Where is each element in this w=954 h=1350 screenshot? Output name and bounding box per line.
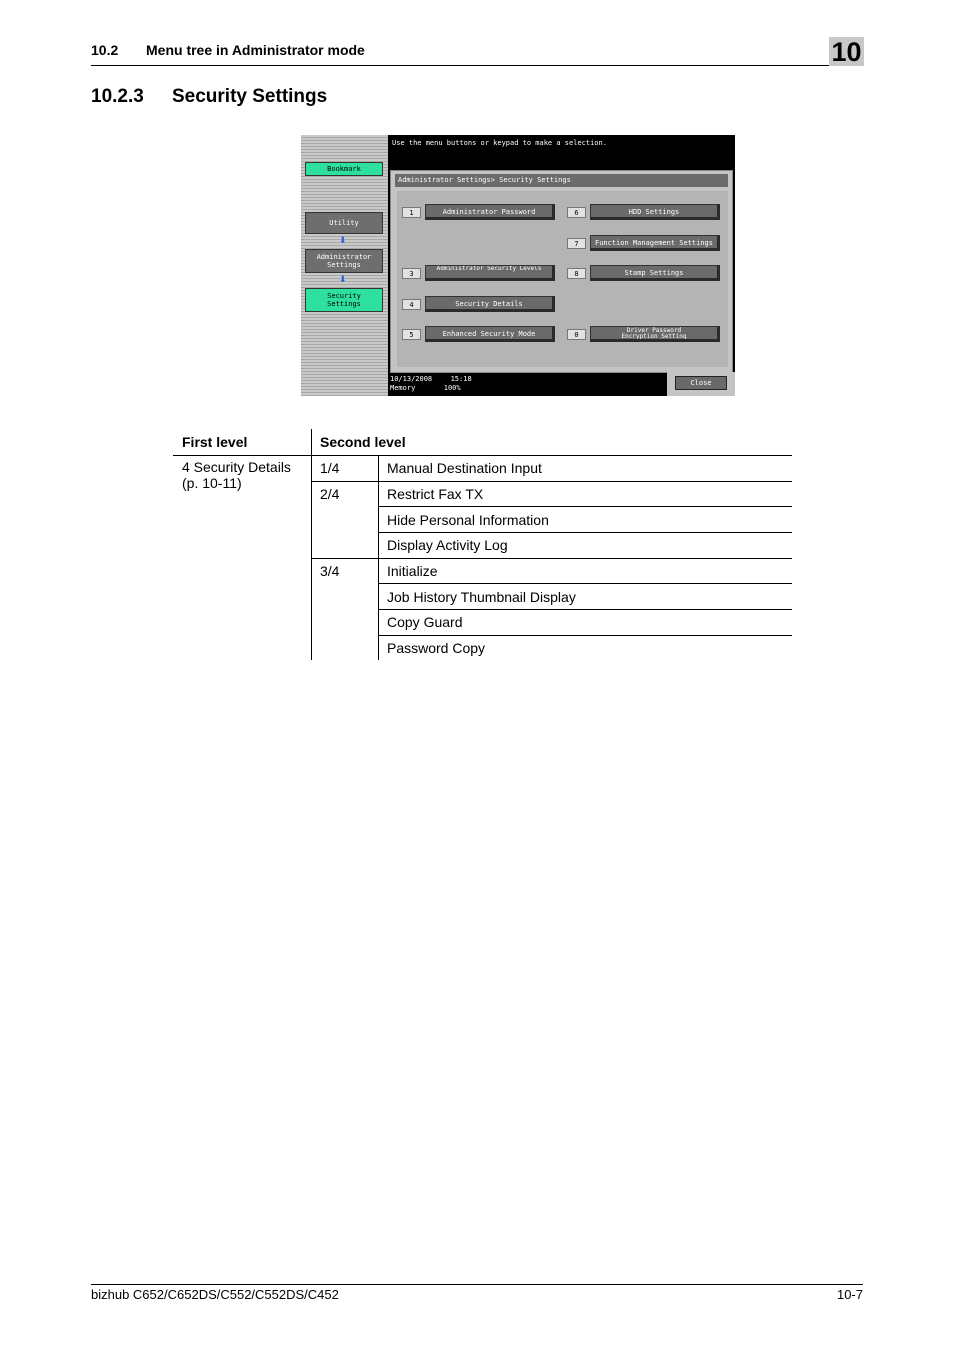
row-divider xyxy=(311,558,792,559)
first-level-item: 4 Security Details (p. 10-11) xyxy=(182,459,291,491)
memory-value: 100% xyxy=(443,384,461,392)
status-bar xyxy=(390,375,472,393)
table-cell: Display Activity Log xyxy=(387,537,508,553)
status-time: 15:18 xyxy=(450,375,472,383)
menu-item-function-management-settings[interactable]: 7 Function Management Settings xyxy=(567,235,727,251)
table-cell: Copy Guard xyxy=(387,614,463,630)
table-cell: Password Copy xyxy=(387,640,486,656)
close-button[interactable]: Close xyxy=(675,376,727,390)
header-second-level: Second level xyxy=(320,434,406,450)
bookmark-button[interactable]: Bookmark xyxy=(305,162,383,176)
chapter-number-badge: 10 xyxy=(829,37,864,66)
header-section-title: Menu tree in Administrator mode xyxy=(146,42,365,58)
utility-button[interactable]: Utility xyxy=(305,212,383,234)
header-first-level: First level xyxy=(182,434,248,450)
menu-item-administrator-password[interactable]: 1 Administrator Password xyxy=(402,204,562,220)
section-number: 10.2.3 xyxy=(91,86,144,107)
row-divider xyxy=(378,506,792,507)
footer-page-number: 10-7 xyxy=(836,1287,863,1302)
control-panel-screenshot xyxy=(301,135,735,396)
header-rule xyxy=(91,65,863,66)
menu-item-security-details[interactable]: 4 Security Details xyxy=(402,296,562,312)
row-divider xyxy=(173,455,792,456)
row-divider xyxy=(378,609,792,610)
row-divider xyxy=(378,532,792,533)
table-cell: Initialize xyxy=(387,563,438,579)
footer-model: bizhub C652/C652DS/C552/C552DS/C452 xyxy=(91,1287,339,1302)
arrow-down-icon: ⬇ xyxy=(339,235,347,245)
administrator-settings-button[interactable] xyxy=(305,249,383,273)
admin-line2: Settings xyxy=(327,261,361,269)
arrow-down-icon: ⬇ xyxy=(339,274,347,284)
admin-line1: Administrator xyxy=(316,253,372,261)
menu-area xyxy=(397,191,728,367)
menu-item-hdd-settings[interactable]: 6 HDD Settings xyxy=(567,204,727,220)
page-label: 3/4 xyxy=(320,563,340,579)
settings-panel xyxy=(390,170,733,373)
status-date: 10/13/2008 xyxy=(390,375,433,383)
page-label: 1/4 xyxy=(320,460,340,476)
menu-item-enhanced-security-mode[interactable]: 5 Enhanced Security Mode xyxy=(402,326,562,342)
row-divider xyxy=(311,481,378,482)
menu-tree-table xyxy=(173,429,792,660)
page-title: Security Settings xyxy=(172,86,328,107)
menu-item-driver-password-encryption[interactable]: 0 Driver Password Encryption Setting xyxy=(567,326,727,342)
column-divider xyxy=(311,429,312,660)
memory-label: Memory xyxy=(390,384,416,392)
menu-item-stamp-settings[interactable]: 8 Stamp Settings xyxy=(567,265,727,281)
close-area xyxy=(667,372,735,396)
table-cell: Hide Personal Information xyxy=(387,512,549,528)
row-divider xyxy=(378,635,792,636)
header-section-number: 10.2 xyxy=(91,42,119,58)
page-label: 2/4 xyxy=(320,486,340,502)
screen-message: Use the menu buttons or keypad to make a selection. xyxy=(392,139,607,147)
table-cell: Restrict Fax TX xyxy=(387,486,484,502)
table-cell: Manual Destination Input xyxy=(387,460,542,476)
row-divider xyxy=(378,481,792,482)
security-settings-button[interactable] xyxy=(305,288,383,312)
footer-rule xyxy=(91,1284,863,1285)
breadcrumb: Administrator Settings> Security Settings xyxy=(395,174,728,187)
screen-sidebar xyxy=(301,135,388,396)
row-divider xyxy=(378,583,792,584)
security-line2: Settings xyxy=(327,300,361,308)
table-cell: Job History Thumbnail Display xyxy=(387,589,576,605)
menu-item-administrator-security-levels[interactable]: 3 Administrator Security Levels xyxy=(402,265,562,281)
security-line1: Security xyxy=(327,292,361,300)
